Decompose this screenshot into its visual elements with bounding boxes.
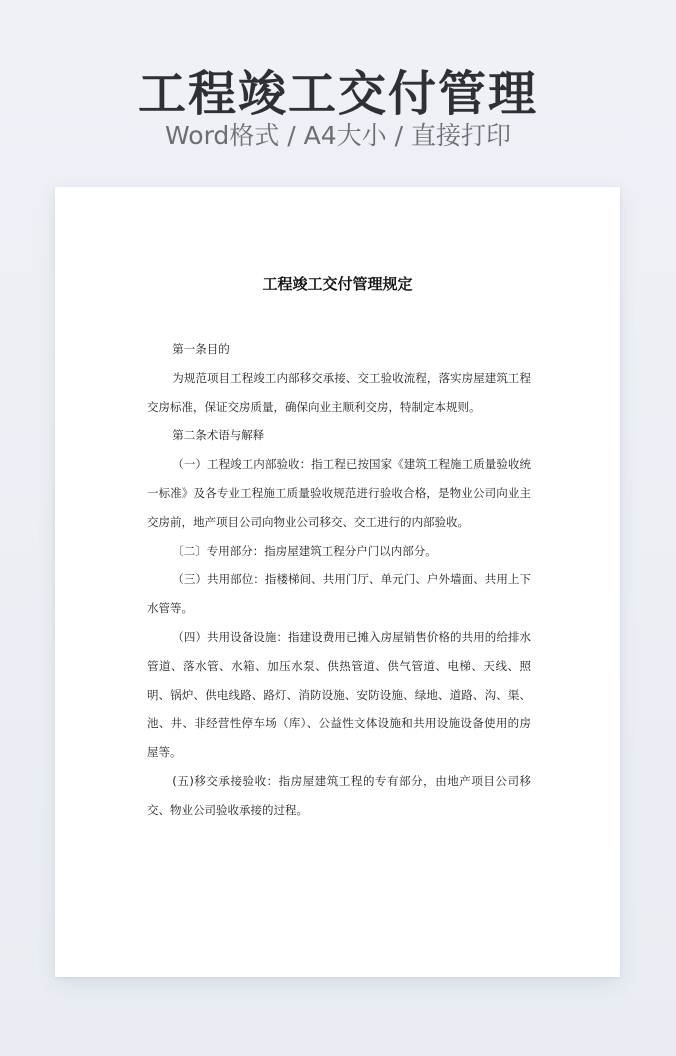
definition-5: (五)移交承接验收：指房屋建筑工程的专有部分，由地产项目公司移交、物业公司验收承接的过程。 — [147, 773, 531, 817]
page-title: 工程竣工交付管理 — [137, 66, 538, 122]
article-1-heading: 第一条目的 — [172, 342, 230, 356]
definition-1: （一）工程竣工内部验收：指工程已按国家《建筑工程施工质量验收统一标准》及各专业工程施工质量验收规范进行验收合格，是物业公司向业主交房前，地产项目公司向物业公司移交、交工进行的内部验收。 — [147, 457, 531, 529]
article-2-heading: 第二条术语与解释 — [172, 428, 265, 443]
document-title: 工程竣工交付管理规定 — [262, 275, 413, 293]
document-body — [147, 335, 531, 825]
definition-2: 〔二〕专用部分：指房屋建筑工程分户门以内部分。 — [172, 543, 437, 558]
page-subtitle: Word格式 / A4大小 / 直接打印 — [165, 121, 511, 150]
article-1-text: 为规范项目工程竣工内部移交承接、交工验收流程，落实房屋建筑工程交房标准，保证交房质量，确保向业主顺利交房，特制定本规则。 — [147, 370, 531, 414]
definition-3: （三）共用部位：指楼梯间、共用门厅、单元门、户外墙面、共用上下水管等。 — [147, 572, 531, 616]
document-page — [55, 187, 620, 977]
definition-4: （四）共用设备设施：指建设费用已摊入房屋销售价格的共用的给排水管道、落水管、水箱、加压水泵、供热管道、供气管道、电梯、天线、照明、锅炉、供电线路、路灯、消防设施、安防设施、绿地、道路、沟、渠、池、井、非经营性停车场（库）、公益性文体设施和共用设施设备使用的房屋等。 — [147, 629, 531, 760]
